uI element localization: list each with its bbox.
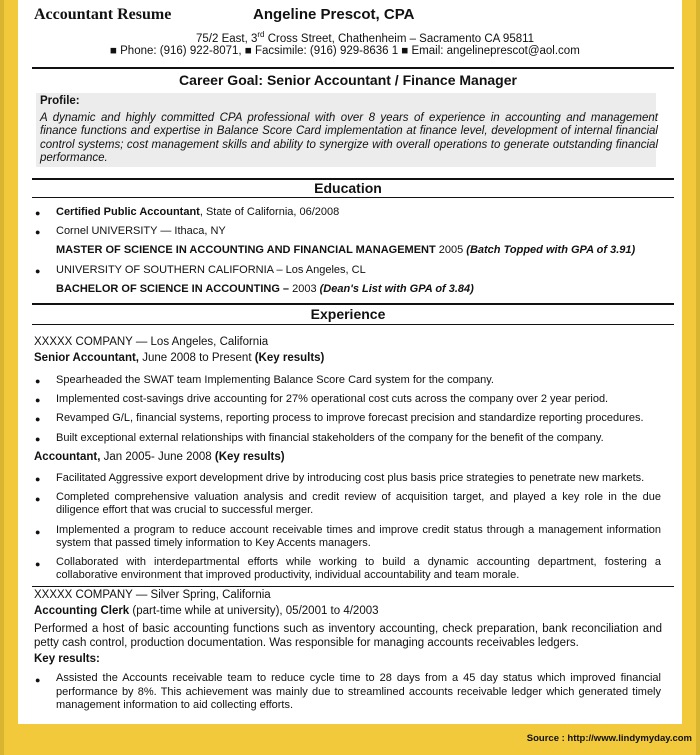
company-2: XXXXX COMPANY — Silver Spring, California: [34, 589, 271, 601]
bullet: ●: [35, 474, 41, 484]
list-item: Assisted the Accounts receivable team to reduce cycle time to 28 days from a 45 day status which improved financial performance by 8%. This achievement was mainly due to streamlined accounts receivable ledger which generated timely management information to aid collecting efforts.: [56, 672, 661, 711]
bullet: ●: [35, 395, 41, 405]
document-label: Accountant Resume: [34, 6, 172, 23]
education-degree-bachelors: BACHELOR OF SCIENCE IN ACCOUNTING – 2003 (Dean's List with GPA of 3.84): [56, 283, 474, 295]
profile-text: A dynamic and highly committed CPA professional with over 8 years of experience in accounting and management finance functions and expertise in Balance Score Card implementation at finance level, development of internal financial control systems; cost management skills and ability to synergize with overall operations to generate outstanding financial performance.: [40, 112, 658, 164]
divider: [32, 586, 674, 587]
education-item-cornell: Cornel UNIVERSITY — Ithaca, NY: [56, 225, 226, 237]
resume-document: [18, 0, 682, 724]
bullet: ●: [35, 434, 41, 444]
bullet: ●: [35, 227, 41, 237]
divider: [32, 67, 674, 69]
clerk-summary: Performed a host of basic accounting functions such as inventory accounting, check preparation, bank reconciliation and petty cash control, production documentation. Was responsible for managing accounts receivables ledgers.: [34, 623, 662, 649]
company-1: XXXXX COMPANY — Los Angeles, California: [34, 336, 269, 348]
profile-label: Profile:: [40, 95, 80, 107]
role-senior-accountant: Senior Accountant, June 2008 to Present (Key results): [34, 352, 325, 364]
address-line: 75/2 East, 3rd Cross Street, Chathenheim – Sacramento CA 95811: [196, 30, 535, 45]
phone-text: ■ Phone: (916) 922-8071,: [110, 45, 242, 57]
bullet: ●: [35, 266, 41, 276]
contact-line: [110, 45, 580, 57]
career-goal-heading: Career Goal: Senior Accountant / Finance Manager: [179, 72, 517, 88]
fax-text: ■ Facsimile: (916) 929-8636 1: [244, 45, 399, 57]
education-heading: Education: [314, 180, 382, 196]
divider: [32, 197, 674, 198]
bullet: ●: [35, 376, 41, 386]
divider: [32, 324, 674, 325]
role-accountant: Accountant, Jan 2005- June 2008 (Key results): [34, 451, 285, 463]
list-item: Implemented a program to reduce account receivable times and improve credit status through a management information system that passed timely information to Key Accents managers.: [56, 524, 661, 549]
bullet: ●: [35, 494, 41, 504]
experience-heading: Experience: [310, 306, 386, 322]
list-item: Collaborated with interdepartmental efforts while working to build a dynamic accounting department, fostering a collaborative environment that improved productivity, individual accountability and team morale.: [56, 556, 661, 581]
bullet: ●: [35, 414, 41, 424]
bullet: ●: [35, 675, 41, 685]
list-item: Spearheaded the SWAT team Implementing Balance Score Card system for the company.: [56, 374, 494, 386]
list-item: Facilitated Aggressive export development drive by introducing cost plus basis price strategies to penetrate new markets.: [56, 472, 645, 484]
divider: [32, 303, 674, 305]
role-accounting-clerk: Accounting Clerk (part-time while at university), 05/2001 to 4/2003: [34, 605, 379, 617]
education-item-cpa: Certified Public Accountant, State of California, 06/2008: [56, 206, 340, 218]
list-item: Implemented cost-savings drive accounting for 27% operational cost cuts across the company over 2 year period.: [56, 393, 609, 405]
source-credit: Source : http://www.lindymyday.com: [526, 733, 692, 744]
list-item: Built exceptional external relationships with financial stakeholders of the company for the benefit of the company.: [56, 432, 604, 444]
candidate-name: Angeline Prescot, CPA: [253, 6, 415, 23]
education-degree-masters: MASTER OF SCIENCE IN ACCOUNTING AND FINANCIAL MANAGEMENT 2005 (Batch Topped with GPA of 3.91): [56, 244, 636, 256]
bullet: ●: [35, 208, 41, 218]
email-text: ■ Email: angelineprescot@aol.com: [401, 45, 580, 57]
key-results-label: Key results:: [34, 653, 100, 665]
education-item-usc: UNIVERSITY OF SOUTHERN CALIFORNIA – Los Angeles, CL: [56, 264, 366, 276]
bullet: ●: [35, 527, 41, 537]
bullet: ●: [35, 559, 41, 569]
list-item: Completed comprehensive valuation analysis and credit review of acquisition target, and played a key role in the due diligence effort that was crucial to successful merger.: [56, 491, 661, 516]
list-item: Revamped G/L, financial systems, reporting process to improve forecast precision and standardize reporting procedures.: [56, 412, 644, 424]
